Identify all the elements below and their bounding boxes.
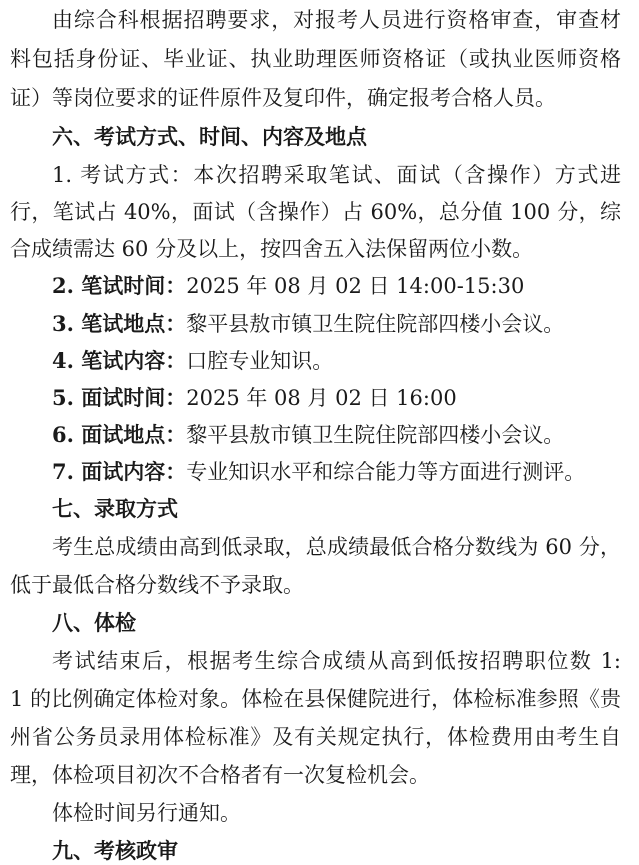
- medical-exam-paragraph-line: 州省公务员录用体检标准》及有关规定执行，体检费用由考生自: [10, 725, 621, 749]
- medical-exam-notice: 体检时间另行通知。: [52, 801, 241, 825]
- exam-method-line: 合成绩需达 60 分及以上，按四舍五入法保留两位小数。: [10, 237, 534, 261]
- item-value: 本次招聘采取笔试、面试（含操作）方式进: [193, 163, 621, 187]
- item-label: 5. 面试时间：: [52, 385, 187, 410]
- exam-method-item: [52, 161, 621, 189]
- written-exam-location-item: [52, 310, 639, 338]
- item-value: 黎平县敖市镇卫生院住院部四楼小会议。: [186, 312, 565, 336]
- section-9-heading: 九、考核政审: [52, 838, 178, 863]
- item-label: 4. 笔试内容：: [52, 348, 187, 373]
- item-label: 2. 笔试时间：: [52, 273, 187, 298]
- interview-time-item: [52, 384, 639, 412]
- admission-paragraph-line: 考生总成绩由高到低录取，总成绩最低合格分数线为 60 分，: [52, 535, 621, 559]
- section-8-heading: 八、体检: [52, 610, 136, 635]
- item-value: 黎平县敖市镇卫生院住院部四楼小会议。: [186, 423, 565, 447]
- interview-content-item: [52, 458, 639, 486]
- item-value: 2025 年 08 月 02 日 16:00: [186, 386, 457, 410]
- review-paragraph-line: 证）等岗位要求的证件原件及复印件，确定报考合格人员。: [10, 86, 556, 110]
- item-value: 2025 年 08 月 02 日 14:00-15:30: [186, 274, 525, 298]
- item-label: 6. 面试地点：: [52, 422, 187, 447]
- exam-method-line: 行，笔试占 40%，面试（含操作）占 60%，总分值 100 分，综: [10, 200, 621, 224]
- admission-paragraph-line: 低于最低合格分数线不予录取。: [10, 573, 304, 597]
- written-exam-time-item: [52, 272, 639, 300]
- interview-location-item: [52, 421, 639, 449]
- item-value: 专业知识水平和综合能力等方面进行测评。: [186, 460, 586, 484]
- review-paragraph-line: 料包括身份证、毕业证、执业助理医师资格证（或执业医师资格: [10, 47, 621, 71]
- review-paragraph-line: 由综合科根据招聘要求，对报考人员进行资格审查，审查材: [52, 8, 621, 32]
- item-label: 3. 笔试地点：: [52, 311, 187, 336]
- section-6-heading: 六、考试方式、时间、内容及地点: [52, 124, 367, 149]
- medical-exam-paragraph-line: 考试结束后，根据考生综合成绩从高到低按招聘职位数 1:: [52, 649, 621, 673]
- section-7-heading: 七、录取方式: [52, 496, 178, 521]
- item-label: 1. 考试方式：: [52, 163, 194, 187]
- medical-exam-paragraph-line: 理，体检项目初次不合格者有一次复检机会。: [10, 763, 430, 787]
- item-value: 口腔专业知识。: [186, 349, 334, 373]
- medical-exam-paragraph-line: 1 的比例确定体检对象。体检在县保健院进行，体检标准参照《贵: [10, 687, 621, 711]
- item-label: 7. 面试内容：: [52, 459, 187, 484]
- written-exam-content-item: [52, 347, 639, 375]
